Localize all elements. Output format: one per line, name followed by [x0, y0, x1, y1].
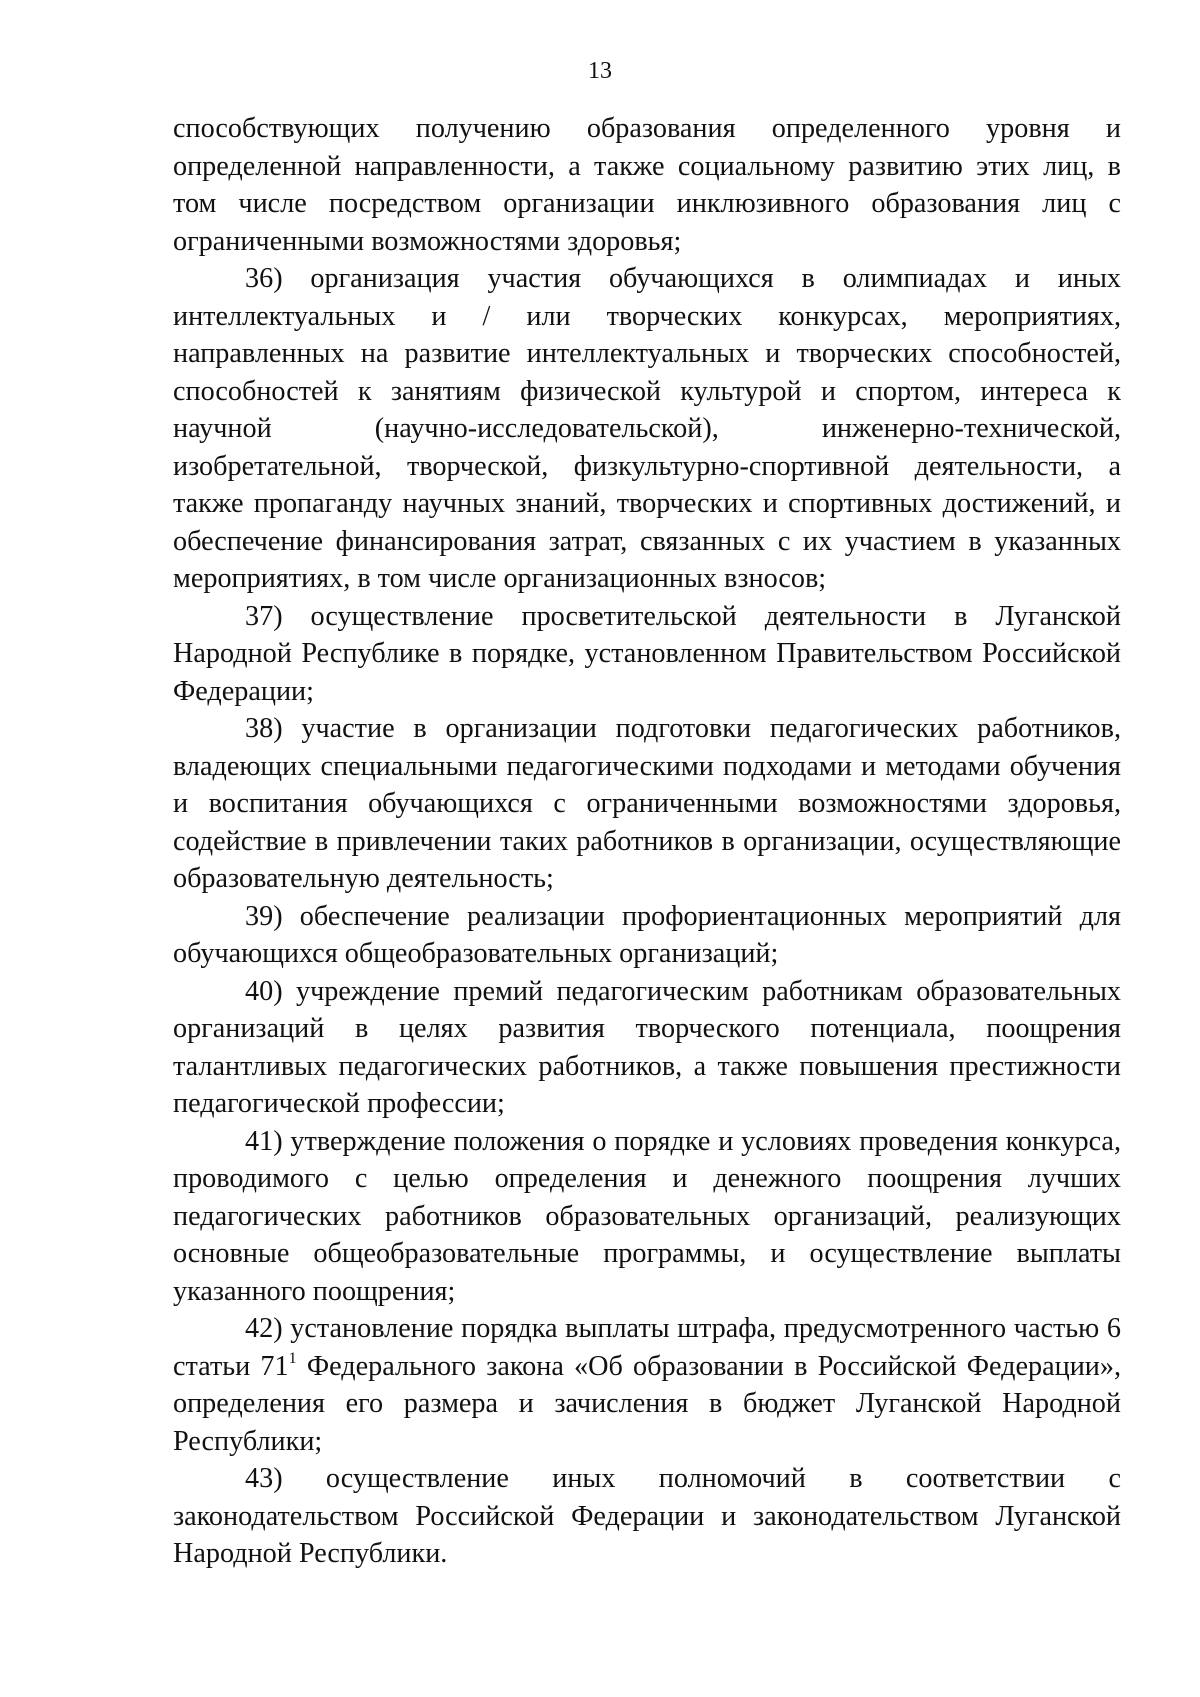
list-item-38: 38) участие в организации подготовки педагогических работников, владеющих специальными педагогическими подходами и методами обучения и воспитания обучающихся с ограниченными возможностями здоровья, содействие в привлечении таких работников в организации, осуществляющие образовательную деятельность;	[173, 713, 1121, 894]
list-item-40: 40) учреждение премий педагогическим работникам образовательных организаций в целях развития творческого потенциала, поощрения талантливых педагогических работников, а также повышения престижности педагогической профессии;	[173, 975, 1121, 1119]
article-superscript: 1	[288, 1349, 297, 1367]
paragraph-continuation: способствующих получению образования определенного уровня и определенной направленности, а также социальному развитию этих лиц, в том числе посредством организации инклюзивного образования лиц с ограниченными возможностями здоровья;	[173, 113, 1121, 257]
list-item-42-text-after: Федерального закона «Об образовании в Российской Федерации», определения его размера и зачисления в бюджет Луганской Народной Республики;	[173, 1350, 1121, 1457]
page-number: 13	[588, 58, 612, 84]
document-body	[173, 110, 1121, 1573]
list-item-42-text-before: 42) установление порядка выплаты штрафа, предусмотренного частью 6 статьи 71	[173, 1313, 1121, 1382]
list-item-39: 39) обеспечение реализации профориентационных мероприятий для обучающихся общеобразовательных организаций;	[173, 900, 1121, 969]
list-item-41: 41) утверждение положения о порядке и условиях проведения конкурса, проводимого с целью определения и денежного поощрения лучших педагогических работников образовательных организаций, реализующих основные общеобразовательные программы, и осуществление выплаты указанного поощрения;	[173, 1125, 1121, 1307]
list-item-36: 36) организация участия обучающихся в олимпиадах и иных интеллектуальных и / или творческих конкурсах, мероприятиях, направленных на развитие интеллектуальных и творческих способностей, способностей к занятиям физической культурой и спортом, интереса к научной (научно-исследовательской), инженерно-технической, изобретательной, творческой, физкультурно-спортивной деятельности, а также пропаганду научных знаний, творческих и спортивных достижений, и обеспечение финансирования затрат, связанных с их участием в указанных мероприятиях, в том числе организационных взносов;	[173, 263, 1121, 594]
list-item-42	[173, 1310, 1121, 1460]
list-item-43: 43) осуществление иных полномочий в соответствии с законодательством Российской Федерации и законодательством Луганской Народной Республики.	[173, 1463, 1121, 1569]
list-item-37: 37) осуществление просветительской деятельности в Луганской Народной Республике в порядке, установленном Правительством Российской Федерации;	[173, 600, 1121, 707]
